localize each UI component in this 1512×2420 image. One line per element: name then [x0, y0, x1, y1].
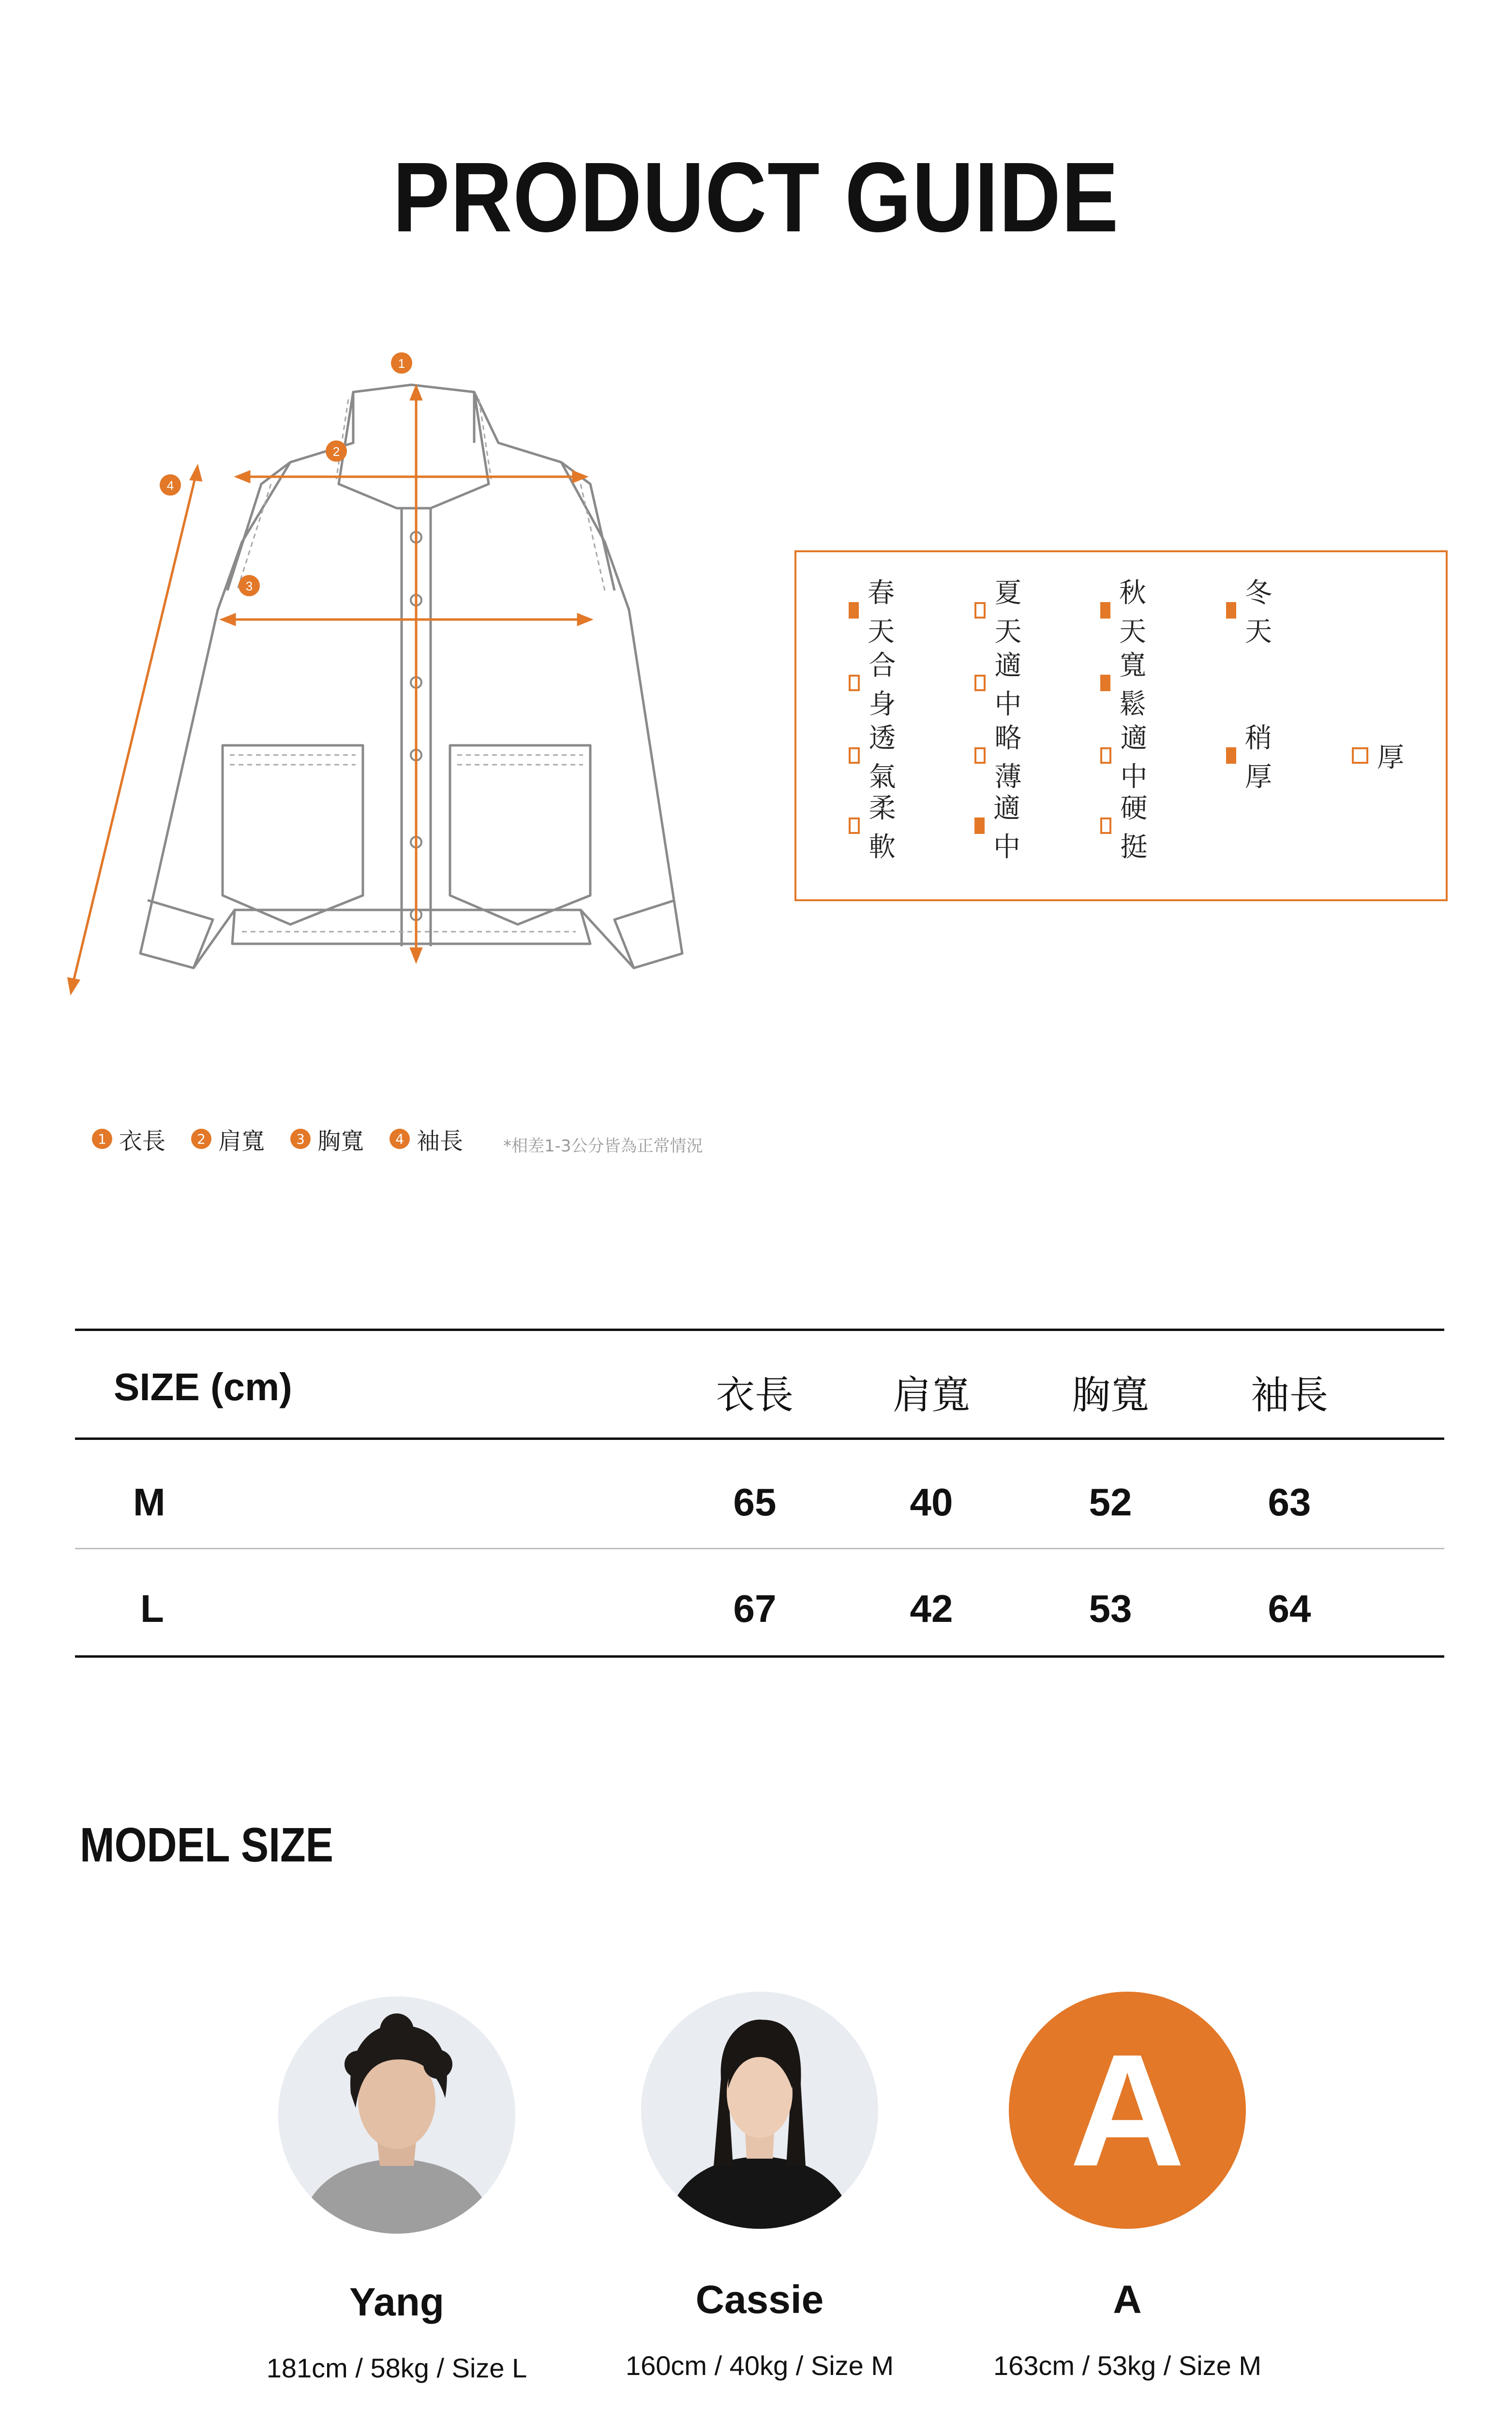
size-value: 65 — [733, 1481, 777, 1524]
model-name: Yang — [349, 2280, 444, 2324]
fabric-attributes-box — [794, 550, 1448, 901]
size-value: 40 — [910, 1481, 953, 1524]
size-header-label: SIZE (cm) — [114, 1365, 292, 1408]
attr-option: 冬天 — [1226, 593, 1278, 627]
model-size-title: MODEL SIZE — [80, 1818, 334, 1872]
attr-option: 略薄 — [974, 739, 1027, 772]
checkbox-unchecked — [974, 675, 986, 691]
checkbox-unchecked — [1100, 747, 1111, 764]
person-photo-icon — [641, 1992, 878, 2229]
checkbox-checked — [974, 817, 985, 834]
size-label: M — [133, 1481, 165, 1524]
column-header: 胸寬 — [1072, 1373, 1149, 1418]
attr-option: 厚 — [1352, 739, 1404, 772]
model-measurements: 163cm / 53kg / Size M — [993, 2350, 1261, 2381]
row-divider — [75, 1548, 1444, 1549]
person-photo-icon — [278, 1996, 515, 2234]
attr-option: 適中 — [1100, 739, 1153, 772]
checkbox-checked — [1226, 602, 1236, 619]
column-header: 肩寬 — [893, 1373, 970, 1418]
checkbox-unchecked — [974, 747, 986, 764]
legend-item: 3 胸寬 — [290, 1122, 364, 1156]
measure-badge-2: 2 — [332, 444, 340, 459]
attr-option: 適中 — [974, 666, 1027, 700]
attr-option: 夏天 — [974, 593, 1027, 627]
avatar-letter: A — [1069, 2021, 1185, 2199]
checkbox-checked — [1100, 602, 1110, 619]
size-value: 63 — [1268, 1481, 1311, 1524]
avatar-model-yang — [278, 1996, 515, 2234]
checkbox-unchecked — [1100, 817, 1111, 834]
checkbox-unchecked — [849, 747, 860, 764]
size-label: L — [140, 1587, 164, 1630]
measure-badge-1: 1 — [398, 356, 405, 371]
measure-badge-3: 3 — [245, 579, 253, 593]
avatar-model-cassie — [641, 1992, 878, 2229]
model-measurements: 160cm / 40kg / Size M — [625, 2350, 894, 2381]
size-value: 67 — [733, 1587, 777, 1630]
attr-option: 柔軟 — [849, 809, 901, 843]
attr-option: 春天 — [849, 593, 901, 627]
checkbox-checked — [849, 602, 859, 619]
legend-item: 2 肩寬 — [191, 1122, 265, 1156]
checkbox-unchecked — [849, 817, 860, 834]
page-title: PRODUCT GUIDE — [392, 142, 1120, 253]
attr-option: 適中 — [974, 809, 1027, 843]
attr-option: 硬挺 — [1100, 809, 1153, 843]
size-value: 53 — [1089, 1587, 1132, 1630]
attr-option: 合身 — [849, 666, 901, 700]
size-value: 64 — [1268, 1587, 1311, 1630]
attr-option: 寬鬆 — [1100, 666, 1153, 700]
model-name: Cassie — [695, 2278, 824, 2322]
attr-option: 秋天 — [1100, 593, 1153, 627]
table-header-rule — [75, 1437, 1444, 1440]
avatar-model-a — [1009, 1992, 1246, 2229]
legend-item: 4 袖長 — [389, 1122, 463, 1156]
attr-option: 透氣 — [849, 739, 901, 772]
tolerance-note: *相差1-3公分皆為正常情況 — [503, 1136, 703, 1156]
checkbox-checked — [1226, 747, 1236, 764]
table-top-rule — [75, 1329, 1444, 1331]
jacket-diagram — [63, 339, 779, 1065]
checkbox-unchecked — [1352, 747, 1368, 764]
attr-option: 稍厚 — [1226, 739, 1278, 772]
table-bottom-rule — [75, 1655, 1444, 1658]
checkbox-unchecked — [974, 602, 986, 619]
checkbox-unchecked — [849, 675, 860, 691]
size-value: 42 — [910, 1587, 953, 1630]
size-value: 52 — [1089, 1481, 1132, 1524]
column-header: 袖長 — [1251, 1373, 1328, 1418]
model-name: A — [1113, 2278, 1142, 2322]
measure-badge-4: 4 — [166, 478, 174, 493]
column-header: 衣長 — [716, 1373, 793, 1418]
legend-item: 1 衣長 — [92, 1122, 165, 1156]
checkbox-checked — [1100, 675, 1110, 691]
model-measurements: 181cm / 58kg / Size L — [266, 2353, 527, 2383]
